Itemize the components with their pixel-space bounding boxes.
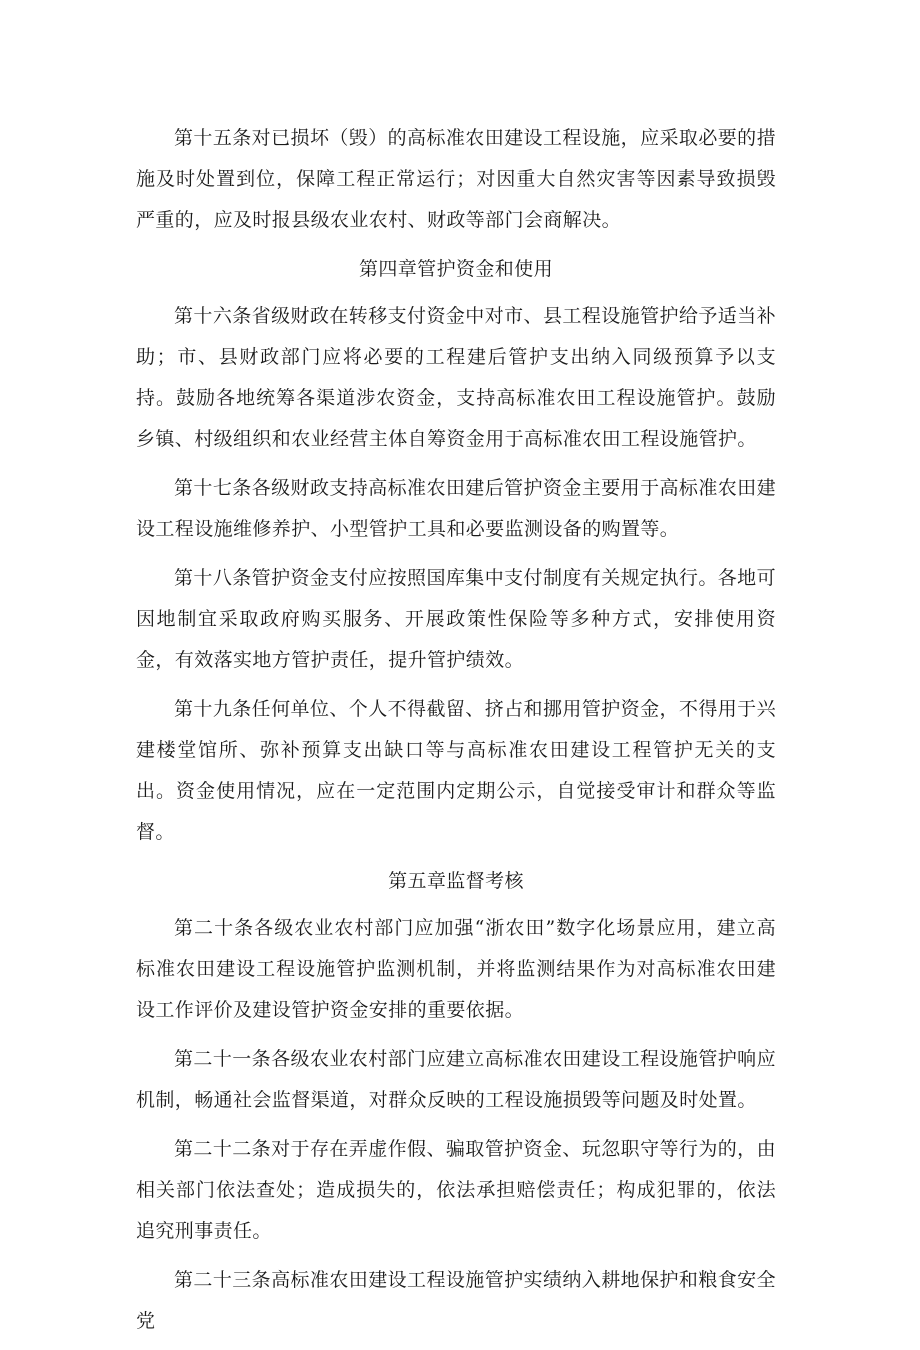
article-20: 第二十条各级农业农村部门应加强“浙农田”数字化场景应用，建立高标准农田建设工程设施管护监测机制，并将监测结果作为对高标准农田建设工作评价及建设管护资金安排的重要依据。 [136, 917, 776, 1021]
article-22: 第二十二条对于存在弄虚作假、骗取管护资金、玩忽职守等行为的，由相关部门依法查处；造成损失的，依法承担赔偿责任；构成犯罪的，依法追究刑事责任。 [136, 1138, 776, 1242]
document-body [136, 118, 776, 1350]
chapter-5-heading: 第五章监督考核 [388, 870, 524, 892]
article-17: 第十七条各级财政支持高标准农田建后管护资金主要用于高标准农田建设工程设施维修养护、小型管护工具和必要监测设备的购置等。 [136, 477, 776, 540]
article-18: 第十八条管护资金支付应按照国库集中支付制度有关规定执行。各地可因地制宜采取政府购买服务、开展政策性保险等多种方式，安排使用资金，有效落实地方管护责任，提升管护绩效。 [136, 567, 776, 671]
article-15: 第十五条对已损坏（毁）的高标准农田建设工程设施，应采取必要的措施及时处置到位，保障工程正常运行；对因重大自然灾害等因素导致损毁严重的，应及时报县级农业农村、财政等部门会商解决。 [136, 127, 776, 231]
article-19: 第十九条任何单位、个人不得截留、挤占和挪用管护资金，不得用于兴建楼堂馆所、弥补预算支出缺口等与高标准农田建设工程管护无关的支出。资金使用情况，应在一定范围内定期公示，自觉接受审计和群众等监督。 [136, 698, 776, 843]
chapter-4-heading: 第四章管护资金和使用 [358, 258, 553, 280]
article-23: 第二十三条高标准农田建设工程设施管护实绩纳入耕地保护和粮食安全党 [136, 1269, 776, 1332]
article-16: 第十六条省级财政在转移支付资金中对市、县工程设施管护给予适当补助；市、县财政部门应将必要的工程建后管护支出纳入同级预算予以支持。鼓励各地统筹各渠道涉农资金，支持高标准农田工程设施管护。鼓励乡镇、村级组织和农业经营主体自筹资金用于高标准农田工程设施管护。 [136, 305, 776, 450]
article-21: 第二十一条各级农业农村部门应建立高标准农田建设工程设施管护响应机制，畅通社会监督渠道，对群众反映的工程设施损毁等问题及时处置。 [136, 1048, 776, 1111]
